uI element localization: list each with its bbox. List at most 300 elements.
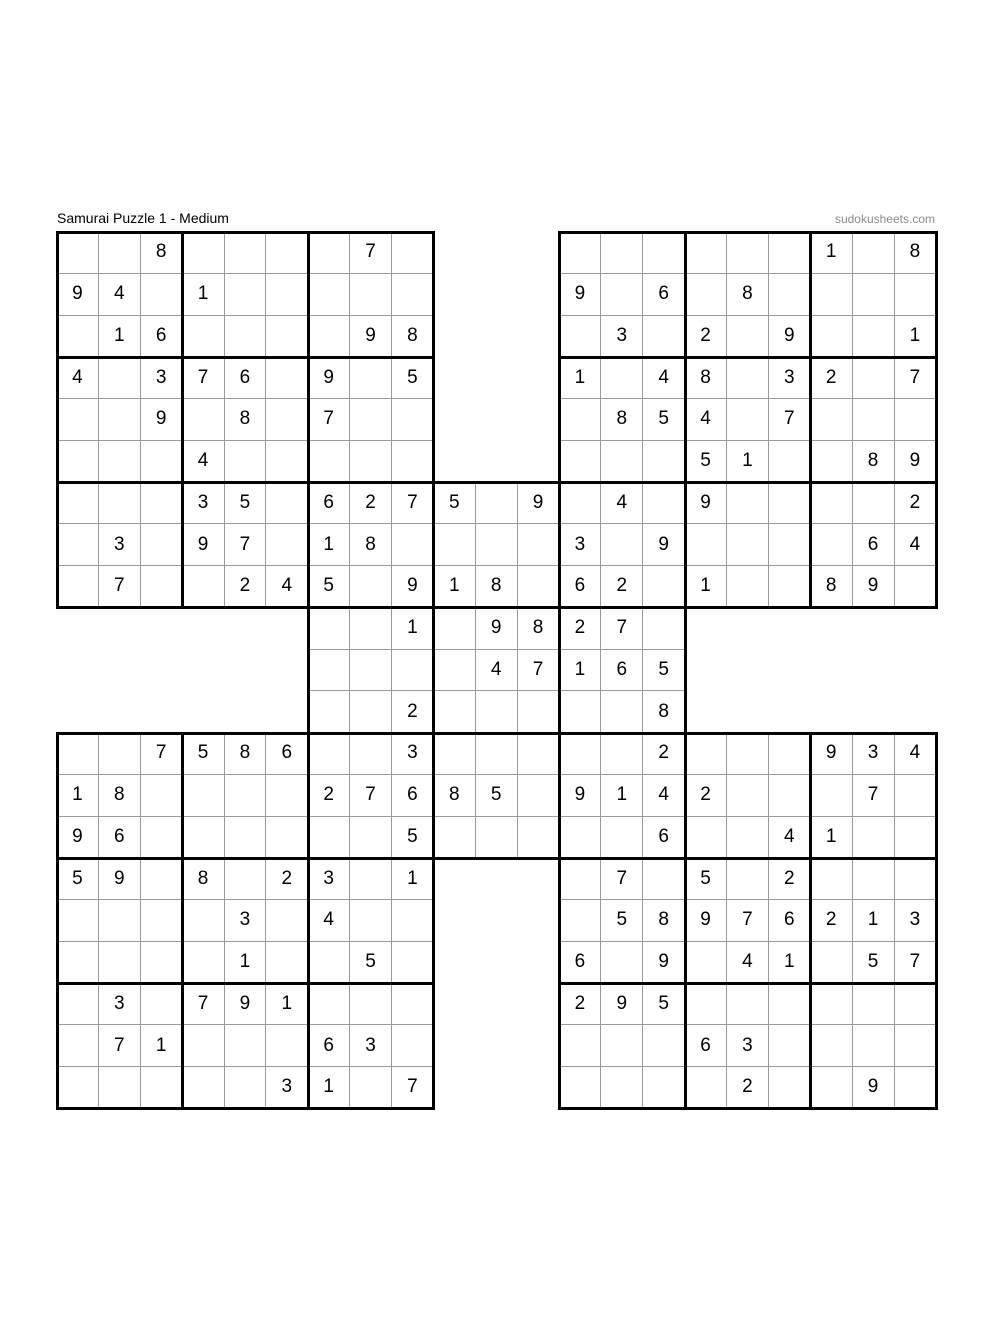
sudoku-cell[interactable]: 5 [434,483,476,525]
sudoku-cell[interactable] [811,858,853,900]
sudoku-cell[interactable]: 8 [476,566,518,608]
sudoku-cell[interactable] [392,942,434,984]
sudoku-cell[interactable] [57,399,99,441]
sudoku-cell[interactable]: 9 [601,984,643,1026]
sudoku-cell[interactable] [350,357,392,399]
sudoku-cell[interactable]: 9 [811,733,853,775]
sudoku-cell[interactable]: 4 [266,566,308,608]
sudoku-cell[interactable]: 9 [57,274,99,316]
sudoku-cell[interactable] [476,483,518,525]
sudoku-cell[interactable] [308,733,350,775]
sudoku-cell[interactable] [727,733,769,775]
sudoku-cell[interactable] [895,566,937,608]
sudoku-cell[interactable] [769,1025,811,1067]
sudoku-cell[interactable]: 1 [225,942,267,984]
sudoku-cell[interactable] [601,1025,643,1067]
sudoku-cell[interactable] [266,817,308,859]
sudoku-cell[interactable]: 9 [643,524,685,566]
sudoku-cell[interactable] [769,274,811,316]
sudoku-cell[interactable]: 5 [643,650,685,692]
sudoku-cell[interactable] [811,1025,853,1067]
sudoku-cell[interactable]: 9 [685,900,727,942]
sudoku-cell[interactable]: 8 [853,441,895,483]
sudoku-cell[interactable]: 6 [308,483,350,525]
sudoku-cell[interactable]: 2 [811,900,853,942]
sudoku-cell[interactable] [308,441,350,483]
sudoku-cell[interactable] [685,1067,727,1109]
sudoku-cell[interactable]: 4 [183,441,225,483]
sudoku-cell[interactable]: 1 [99,316,141,358]
sudoku-cell[interactable] [308,691,350,733]
sudoku-cell[interactable] [57,984,99,1026]
sudoku-cell[interactable] [57,566,99,608]
sudoku-cell[interactable] [853,399,895,441]
sudoku-cell[interactable] [476,524,518,566]
sudoku-cell[interactable]: 4 [727,942,769,984]
sudoku-cell[interactable] [560,316,602,358]
sudoku-cell[interactable]: 3 [99,984,141,1026]
sudoku-cell[interactable] [643,316,685,358]
sudoku-cell[interactable]: 9 [895,441,937,483]
sudoku-cell[interactable] [141,1067,183,1109]
sudoku-cell[interactable] [560,733,602,775]
sudoku-cell[interactable] [392,232,434,274]
sudoku-cell[interactable]: 9 [225,984,267,1026]
sudoku-cell[interactable] [225,232,267,274]
sudoku-cell[interactable]: 2 [560,608,602,650]
sudoku-cell[interactable] [685,817,727,859]
sudoku-cell[interactable] [225,858,267,900]
sudoku-cell[interactable] [895,1067,937,1109]
sudoku-cell[interactable]: 1 [685,566,727,608]
sudoku-cell[interactable] [350,817,392,859]
sudoku-cell[interactable] [811,483,853,525]
sudoku-cell[interactable] [811,775,853,817]
sudoku-cell[interactable]: 9 [685,483,727,525]
sudoku-cell[interactable] [643,858,685,900]
sudoku-cell[interactable] [853,483,895,525]
sudoku-cell[interactable] [99,357,141,399]
sudoku-cell[interactable] [601,817,643,859]
sudoku-cell[interactable] [266,483,308,525]
sudoku-cell[interactable] [225,274,267,316]
sudoku-cell[interactable] [518,775,560,817]
sudoku-cell[interactable]: 1 [308,524,350,566]
sudoku-cell[interactable] [476,733,518,775]
sudoku-cell[interactable] [350,274,392,316]
sudoku-cell[interactable] [350,858,392,900]
sudoku-cell[interactable]: 7 [99,1025,141,1067]
sudoku-cell[interactable]: 4 [769,817,811,859]
sudoku-cell[interactable] [99,483,141,525]
sudoku-cell[interactable] [266,357,308,399]
sudoku-cell[interactable]: 2 [727,1067,769,1109]
sudoku-cell[interactable]: 8 [350,524,392,566]
sudoku-cell[interactable] [392,984,434,1026]
sudoku-cell[interactable]: 8 [434,775,476,817]
sudoku-cell[interactable]: 9 [308,357,350,399]
sudoku-cell[interactable]: 3 [99,524,141,566]
sudoku-cell[interactable] [727,399,769,441]
sudoku-cell[interactable] [141,858,183,900]
sudoku-cell[interactable] [350,900,392,942]
sudoku-cell[interactable] [811,1067,853,1109]
sudoku-cell[interactable] [853,858,895,900]
sudoku-cell[interactable] [308,232,350,274]
sudoku-cell[interactable]: 1 [769,942,811,984]
sudoku-cell[interactable] [266,775,308,817]
sudoku-cell[interactable]: 4 [685,399,727,441]
sudoku-cell[interactable]: 9 [560,274,602,316]
sudoku-cell[interactable]: 7 [601,608,643,650]
sudoku-cell[interactable]: 9 [853,1067,895,1109]
sudoku-cell[interactable]: 6 [99,817,141,859]
sudoku-cell[interactable]: 4 [643,357,685,399]
sudoku-cell[interactable]: 2 [225,566,267,608]
sudoku-cell[interactable] [853,274,895,316]
sudoku-cell[interactable] [727,316,769,358]
sudoku-cell[interactable] [643,1067,685,1109]
sudoku-cell[interactable]: 3 [560,524,602,566]
sudoku-cell[interactable] [266,399,308,441]
sudoku-cell[interactable]: 9 [853,566,895,608]
sudoku-cell[interactable] [560,691,602,733]
sudoku-cell[interactable] [350,1067,392,1109]
sudoku-cell[interactable] [601,691,643,733]
sudoku-cell[interactable] [308,316,350,358]
sudoku-cell[interactable] [811,316,853,358]
sudoku-cell[interactable]: 2 [643,733,685,775]
sudoku-cell[interactable] [308,817,350,859]
sudoku-cell[interactable]: 8 [141,232,183,274]
sudoku-cell[interactable] [769,483,811,525]
sudoku-cell[interactable] [308,650,350,692]
sudoku-cell[interactable]: 1 [601,775,643,817]
sudoku-cell[interactable]: 4 [57,357,99,399]
sudoku-cell[interactable] [434,733,476,775]
sudoku-cell[interactable]: 5 [57,858,99,900]
sudoku-cell[interactable] [811,399,853,441]
sudoku-cell[interactable] [57,441,99,483]
sudoku-cell[interactable]: 1 [57,775,99,817]
sudoku-cell[interactable] [141,900,183,942]
sudoku-cell[interactable] [225,316,267,358]
sudoku-cell[interactable] [560,900,602,942]
sudoku-cell[interactable] [853,357,895,399]
sudoku-cell[interactable]: 8 [183,858,225,900]
sudoku-cell[interactable] [895,817,937,859]
sudoku-cell[interactable] [518,524,560,566]
sudoku-cell[interactable]: 8 [727,274,769,316]
sudoku-cell[interactable]: 1 [141,1025,183,1067]
sudoku-cell[interactable] [518,817,560,859]
sudoku-cell[interactable] [392,441,434,483]
sudoku-cell[interactable] [643,1025,685,1067]
sudoku-cell[interactable] [727,817,769,859]
sudoku-cell[interactable]: 6 [560,566,602,608]
sudoku-cell[interactable] [476,817,518,859]
sudoku-cell[interactable]: 3 [895,900,937,942]
sudoku-cell[interactable]: 7 [350,775,392,817]
sudoku-cell[interactable]: 7 [518,650,560,692]
sudoku-cell[interactable] [853,232,895,274]
sudoku-cell[interactable]: 7 [853,775,895,817]
sudoku-cell[interactable]: 5 [308,566,350,608]
sudoku-cell[interactable] [350,733,392,775]
sudoku-cell[interactable]: 7 [727,900,769,942]
sudoku-cell[interactable] [266,316,308,358]
sudoku-cell[interactable]: 9 [183,524,225,566]
sudoku-cell[interactable] [601,733,643,775]
sudoku-cell[interactable] [225,817,267,859]
sudoku-cell[interactable] [769,441,811,483]
sudoku-cell[interactable]: 7 [308,399,350,441]
sudoku-cell[interactable]: 2 [308,775,350,817]
sudoku-cell[interactable]: 8 [225,733,267,775]
sudoku-cell[interactable]: 7 [350,232,392,274]
sudoku-cell[interactable] [350,566,392,608]
sudoku-cell[interactable] [57,232,99,274]
sudoku-cell[interactable]: 7 [392,483,434,525]
sudoku-cell[interactable] [350,399,392,441]
sudoku-cell[interactable] [225,775,267,817]
sudoku-cell[interactable] [141,942,183,984]
sudoku-cell[interactable] [727,984,769,1026]
sudoku-cell[interactable] [727,858,769,900]
sudoku-cell[interactable]: 1 [811,232,853,274]
sudoku-cell[interactable] [811,274,853,316]
sudoku-cell[interactable]: 7 [141,733,183,775]
sudoku-cell[interactable]: 9 [350,316,392,358]
sudoku-cell[interactable]: 5 [392,817,434,859]
sudoku-cell[interactable]: 2 [392,691,434,733]
sudoku-cell[interactable]: 5 [183,733,225,775]
sudoku-cell[interactable]: 2 [560,984,602,1026]
sudoku-cell[interactable] [601,232,643,274]
sudoku-cell[interactable] [601,524,643,566]
sudoku-cell[interactable] [727,775,769,817]
sudoku-cell[interactable]: 5 [601,900,643,942]
sudoku-cell[interactable] [560,817,602,859]
sudoku-cell[interactable] [518,566,560,608]
sudoku-cell[interactable]: 3 [225,900,267,942]
sudoku-cell[interactable] [392,399,434,441]
sudoku-cell[interactable] [811,524,853,566]
sudoku-cell[interactable] [183,942,225,984]
sudoku-cell[interactable]: 7 [769,399,811,441]
sudoku-cell[interactable]: 1 [183,274,225,316]
sudoku-cell[interactable] [266,441,308,483]
sudoku-cell[interactable]: 7 [601,858,643,900]
sudoku-cell[interactable] [183,775,225,817]
sudoku-cell[interactable] [560,858,602,900]
sudoku-cell[interactable]: 7 [183,357,225,399]
sudoku-cell[interactable]: 6 [769,900,811,942]
sudoku-cell[interactable] [895,775,937,817]
sudoku-cell[interactable]: 5 [853,942,895,984]
sudoku-cell[interactable]: 3 [853,733,895,775]
sudoku-cell[interactable] [183,316,225,358]
sudoku-cell[interactable] [141,775,183,817]
sudoku-cell[interactable] [57,733,99,775]
sudoku-cell[interactable] [392,524,434,566]
sudoku-cell[interactable] [685,274,727,316]
sudoku-cell[interactable] [434,817,476,859]
sudoku-cell[interactable] [601,274,643,316]
sudoku-cell[interactable] [308,608,350,650]
sudoku-cell[interactable]: 2 [811,357,853,399]
sudoku-cell[interactable] [685,524,727,566]
sudoku-cell[interactable] [225,441,267,483]
sudoku-cell[interactable]: 8 [643,691,685,733]
sudoku-cell[interactable]: 1 [308,1067,350,1109]
sudoku-cell[interactable] [434,608,476,650]
sudoku-cell[interactable] [853,1025,895,1067]
sudoku-cell[interactable] [895,274,937,316]
sudoku-cell[interactable] [99,441,141,483]
sudoku-cell[interactable] [350,984,392,1026]
sudoku-cell[interactable] [141,274,183,316]
sudoku-cell[interactable] [727,566,769,608]
sudoku-cell[interactable] [183,817,225,859]
sudoku-cell[interactable]: 6 [225,357,267,399]
sudoku-cell[interactable] [57,524,99,566]
sudoku-cell[interactable] [434,650,476,692]
sudoku-cell[interactable] [476,691,518,733]
sudoku-cell[interactable] [434,524,476,566]
sudoku-cell[interactable] [769,733,811,775]
sudoku-cell[interactable] [99,733,141,775]
sudoku-cell[interactable]: 8 [643,900,685,942]
sudoku-cell[interactable]: 9 [392,566,434,608]
sudoku-cell[interactable]: 1 [560,650,602,692]
sudoku-cell[interactable] [99,399,141,441]
sudoku-cell[interactable]: 9 [769,316,811,358]
sudoku-cell[interactable] [601,942,643,984]
sudoku-cell[interactable] [895,399,937,441]
sudoku-cell[interactable]: 7 [895,942,937,984]
sudoku-cell[interactable]: 7 [183,984,225,1026]
sudoku-cell[interactable]: 6 [392,775,434,817]
sudoku-cell[interactable] [560,1025,602,1067]
sudoku-cell[interactable]: 2 [350,483,392,525]
sudoku-cell[interactable] [811,984,853,1026]
sudoku-cell[interactable]: 9 [476,608,518,650]
sudoku-cell[interactable] [895,984,937,1026]
sudoku-cell[interactable] [266,900,308,942]
sudoku-cell[interactable]: 6 [853,524,895,566]
sudoku-cell[interactable]: 4 [895,733,937,775]
sudoku-cell[interactable]: 5 [225,483,267,525]
sudoku-cell[interactable]: 7 [99,566,141,608]
sudoku-cell[interactable] [727,357,769,399]
sudoku-cell[interactable]: 6 [266,733,308,775]
sudoku-cell[interactable] [350,608,392,650]
sudoku-cell[interactable]: 3 [769,357,811,399]
sudoku-cell[interactable] [141,566,183,608]
sudoku-cell[interactable] [141,817,183,859]
sudoku-cell[interactable] [392,900,434,942]
sudoku-cell[interactable] [560,483,602,525]
sudoku-cell[interactable] [895,858,937,900]
sudoku-cell[interactable]: 3 [141,357,183,399]
sudoku-cell[interactable] [57,1025,99,1067]
sudoku-cell[interactable] [266,524,308,566]
sudoku-cell[interactable] [266,1025,308,1067]
sudoku-cell[interactable] [350,691,392,733]
sudoku-cell[interactable]: 1 [727,441,769,483]
sudoku-cell[interactable]: 6 [308,1025,350,1067]
sudoku-cell[interactable]: 9 [560,775,602,817]
sudoku-cell[interactable]: 8 [811,566,853,608]
sudoku-cell[interactable]: 4 [99,274,141,316]
sudoku-cell[interactable]: 6 [685,1025,727,1067]
sudoku-cell[interactable] [57,483,99,525]
sudoku-cell[interactable] [769,232,811,274]
sudoku-cell[interactable]: 5 [685,441,727,483]
sudoku-cell[interactable] [727,232,769,274]
sudoku-cell[interactable]: 2 [685,316,727,358]
sudoku-cell[interactable] [769,775,811,817]
sudoku-cell[interactable] [727,483,769,525]
sudoku-cell[interactable]: 7 [895,357,937,399]
sudoku-cell[interactable]: 7 [392,1067,434,1109]
sudoku-cell[interactable] [141,441,183,483]
sudoku-cell[interactable]: 4 [308,900,350,942]
sudoku-cell[interactable] [685,984,727,1026]
sudoku-cell[interactable]: 1 [853,900,895,942]
sudoku-cell[interactable] [183,1025,225,1067]
sudoku-cell[interactable]: 9 [141,399,183,441]
sudoku-cell[interactable]: 2 [685,775,727,817]
sudoku-cell[interactable]: 4 [895,524,937,566]
sudoku-cell[interactable]: 3 [350,1025,392,1067]
sudoku-cell[interactable]: 1 [560,357,602,399]
sudoku-cell[interactable] [392,650,434,692]
sudoku-cell[interactable] [141,984,183,1026]
sudoku-cell[interactable] [225,1025,267,1067]
sudoku-cell[interactable]: 1 [392,608,434,650]
sudoku-cell[interactable]: 9 [643,942,685,984]
sudoku-cell[interactable]: 6 [560,942,602,984]
sudoku-cell[interactable] [853,817,895,859]
sudoku-cell[interactable]: 6 [141,316,183,358]
sudoku-cell[interactable] [99,942,141,984]
sudoku-cell[interactable]: 1 [895,316,937,358]
sudoku-cell[interactable]: 2 [895,483,937,525]
sudoku-cell[interactable]: 8 [99,775,141,817]
sudoku-cell[interactable]: 3 [266,1067,308,1109]
sudoku-cell[interactable] [560,232,602,274]
sudoku-cell[interactable]: 5 [643,399,685,441]
sudoku-cell[interactable] [601,357,643,399]
sudoku-cell[interactable] [99,900,141,942]
sudoku-cell[interactable] [392,1025,434,1067]
sudoku-cell[interactable]: 2 [769,858,811,900]
sudoku-cell[interactable] [57,942,99,984]
sudoku-cell[interactable] [560,399,602,441]
sudoku-cell[interactable]: 3 [601,316,643,358]
sudoku-cell[interactable]: 1 [392,858,434,900]
sudoku-cell[interactable]: 9 [99,858,141,900]
sudoku-cell[interactable] [350,441,392,483]
sudoku-cell[interactable] [225,1067,267,1109]
sudoku-cell[interactable]: 4 [601,483,643,525]
sudoku-cell[interactable]: 8 [392,316,434,358]
sudoku-cell[interactable]: 8 [895,232,937,274]
sudoku-cell[interactable] [99,232,141,274]
sudoku-cell[interactable]: 9 [518,483,560,525]
